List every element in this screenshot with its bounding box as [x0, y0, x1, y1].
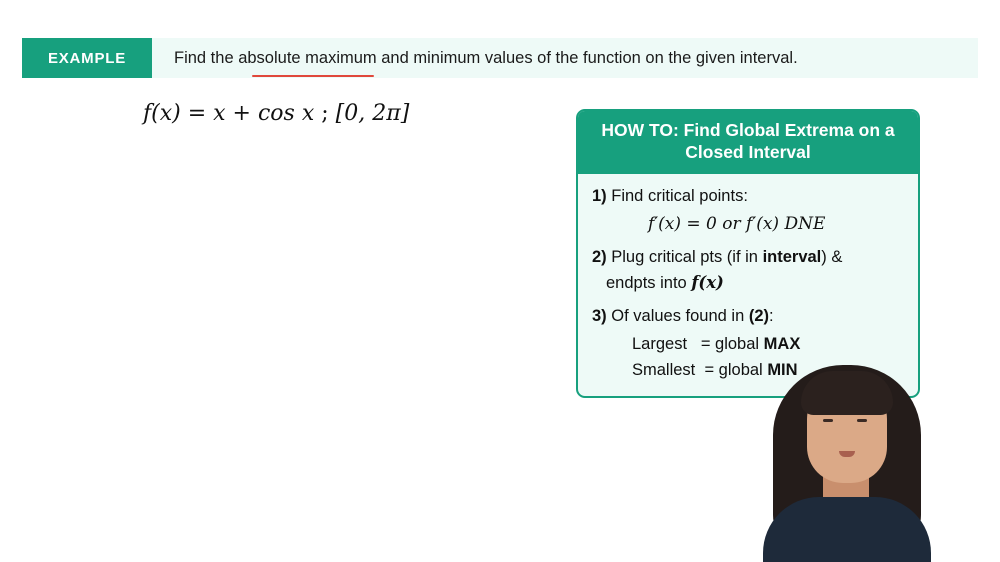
howto-card-title: HOW TO: Find Global Extrema on a Closed Interval — [578, 111, 918, 174]
howto-step-2-text-pre: Plug critical pts (if in — [611, 247, 763, 266]
problem-function-label: f(x) — [143, 101, 181, 126]
howto-row-min-label: Smallest — [632, 361, 696, 380]
example-tag: EXAMPLE — [22, 38, 152, 78]
presenter-eye-left — [823, 419, 833, 422]
presenter-torso — [763, 497, 931, 562]
howto-step-2-bold: interval — [762, 247, 822, 266]
presenter-eye-right — [857, 419, 867, 422]
howto-step-3-number: 3) — [592, 307, 607, 326]
howto-step-2-detail-pre: endpts into — [606, 274, 692, 293]
howto-step-3-bold: (2) — [748, 307, 770, 326]
howto-row-max-tag: MAX — [763, 335, 801, 354]
howto-step-2-detail-math: f(x) — [691, 273, 724, 293]
howto-step-2-number: 2) — [592, 247, 607, 266]
howto-step-3-row-max — [592, 335, 904, 354]
howto-row-min-eq: = global — [704, 361, 763, 380]
howto-row-max-eq: = global — [700, 335, 760, 354]
howto-row-max-label: Largest — [632, 335, 688, 354]
howto-step-3-text-pre: Of values found in — [611, 307, 749, 326]
howto-step-2-text-post: ) & — [821, 247, 843, 266]
example-prompt-text: Find the absolute maximum and minimum values of the function on the given interval. — [174, 48, 798, 67]
presenter-hair-front — [801, 371, 893, 415]
problem-separator: ; — [321, 101, 329, 126]
problem-interval: [0, 2π] — [335, 101, 410, 126]
problem-expression-body: x + cos x — [213, 101, 315, 126]
howto-row-min-tag: MIN — [767, 361, 798, 380]
howto-step-3-text-post: : — [769, 307, 774, 326]
problem-expression — [143, 101, 409, 126]
howto-step-1-number: 1) — [592, 186, 607, 205]
presenter-video — [745, 357, 945, 562]
howto-step-2-detail — [592, 273, 904, 293]
howto-step-1 — [592, 186, 904, 208]
problem-equals: = — [187, 101, 207, 126]
howto-step-1-text: Find critical points: — [611, 186, 748, 205]
example-banner — [22, 38, 978, 78]
howto-step-1-detail: f′(x) = 0 or f′(x) DNE — [648, 213, 826, 234]
red-underline-annotation — [252, 75, 374, 77]
howto-card — [576, 109, 920, 398]
example-prompt — [152, 49, 798, 68]
howto-step-2 — [592, 247, 904, 269]
howto-step-3 — [592, 306, 904, 328]
